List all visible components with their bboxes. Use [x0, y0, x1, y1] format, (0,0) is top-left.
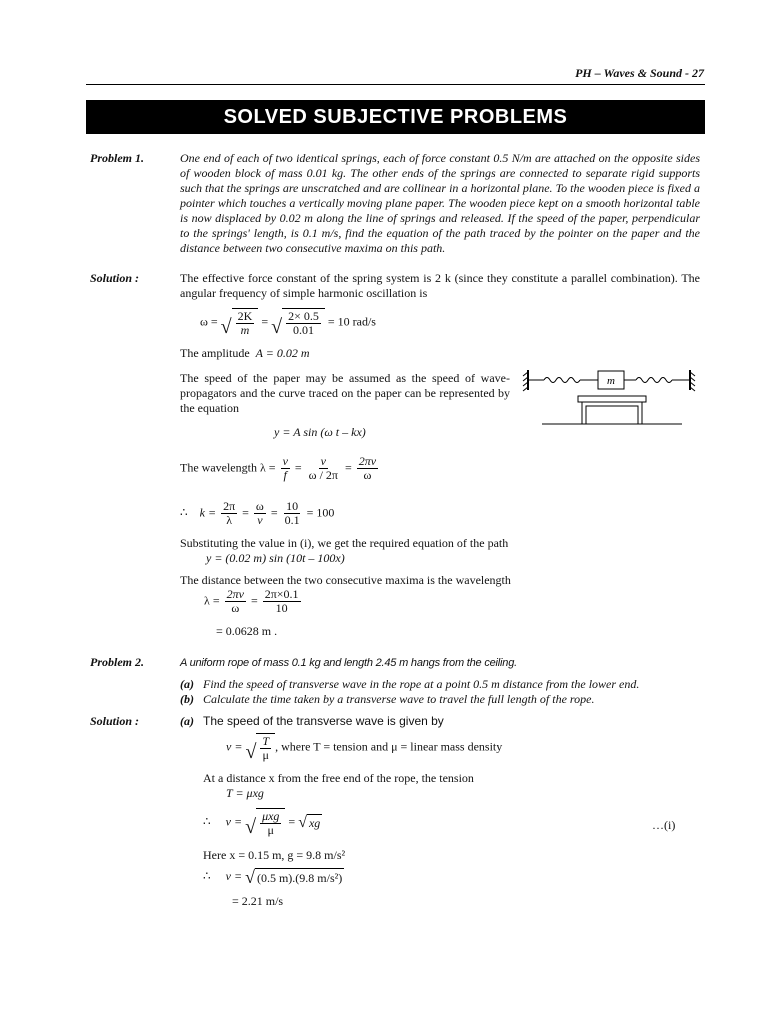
- v-result: = 2.21 m/s: [232, 894, 284, 908]
- problem-2-part-b-label: (b): [180, 692, 194, 706]
- distance-text: The distance between the two consecutive maxima is the wavelength: [180, 573, 511, 587]
- left-wall-icon: [523, 370, 528, 391]
- tension-text: At a distance x from the free end of the rope, the tension: [203, 771, 474, 785]
- substituting-text: Substituting the value in (i), we get the required equation of the path: [180, 536, 509, 550]
- table-icon: [542, 396, 682, 424]
- left-spring-icon: [544, 378, 580, 383]
- v-numeric-equation: ∴ v = √ (0.5 m).(9.8 m/s²): [203, 867, 343, 887]
- tension-equation: T = μxg: [226, 786, 264, 800]
- right-spring-icon: [636, 378, 672, 383]
- paper-speed-text: The speed of the paper may be assumed as the speed of wave-propagators and the curve traced on the paper can be represented by the equation: [180, 371, 510, 415]
- problem-2-part-b: Calculate the time taken by a transverse wave to travel the full length of the rope.: [203, 692, 595, 706]
- problem-2-part-a-label: (a): [180, 677, 194, 691]
- lambda-equation: λ = $\frac{2\pi v}{\omega}$ = $\frac{2\pi\times 0.1}{10}$: [204, 587, 299, 615]
- solution-2-part-a-label: (a): [180, 714, 194, 728]
- k-equation: ∴ k = $\frac{2\pi}{\lambda}$ = $\frac{\omega}{v}$ = $\frac{10}{0.1}$ = 100: [180, 499, 335, 527]
- wavelength-equation: The wavelength λ = $\frac{v}{f}$ = $\frac{v}{\omega / 2\pi}$ = $\frac{2\pi v}{\omega}$: [180, 454, 377, 482]
- v-equation: v = √ $\frac{T}{\mu}$ , where T = tension and μ = linear mass density: [226, 734, 503, 763]
- problem-1-text: One end of each of two identical springs, each of force constant 0.5 N/m are attached on the opposite sides of wooden block of mass 0.01 kg. The other ends of the springs are connected to separate rigid supports such that the springs are unscratched and are collinear in a horizontal plane. To the wooden piece is fixed a pointer which touches a vertically moving plane paper. The wooden piece kept on a smooth horizontal table is now displaced by 0.02 m along the line of springs and released. If the speed of the paper, perpendicular to the springs' length, is 0.1 m/s, find the equation of the path traced by the pointer on the paper and the distance between two consecutive maxima on this path.: [180, 151, 700, 255]
- wave-equation: y = A sin (ω t – kx): [274, 425, 366, 439]
- equation-number: …(i): [652, 818, 676, 832]
- right-wall-icon: [690, 370, 695, 391]
- problem-1-label: Problem 1.: [90, 151, 144, 165]
- v-derived-equation: ∴ v = √ $\frac{\text{μxg}}{\mu}$ = √ xg: [203, 809, 321, 838]
- section-title: SOLVED SUBJECTIVE PROBLEMS: [86, 100, 705, 134]
- solution-1-label: Solution :: [90, 271, 140, 285]
- spring-mass-figure: [520, 366, 700, 430]
- solution-2-label: Solution :: [90, 714, 140, 728]
- solution-2-part-a-text: The speed of the transverse wave is given by: [203, 714, 444, 728]
- running-header: PH – Waves & Sound - 27: [575, 66, 704, 80]
- solution-1-intro: The effective force constant of the spring system is 2 k (since they constitute a parallel combination). The angular frequency of simple harmonic oscillation is: [180, 271, 700, 300]
- given-values: Here x = 0.15 m, g = 9.8 m/s²: [203, 848, 346, 862]
- problem-2-part-a: Find the speed of transverse wave in the rope at a point 0.5 m distance from the lower end.: [203, 677, 640, 691]
- mass-label: m: [607, 375, 615, 387]
- amplitude-line: The amplitude A = 0.02 m: [180, 346, 310, 360]
- path-equation: y = (0.02 m) sin (10t – 100x): [206, 551, 345, 565]
- problem-2-label: Problem 2.: [90, 655, 144, 669]
- header-rule: [86, 84, 705, 85]
- problem-2-text: A uniform rope of mass 0.1 kg and length 2.45 m hangs from the ceiling.: [180, 657, 517, 669]
- lambda-result: = 0.0628 m .: [216, 624, 278, 638]
- omega-equation: ω = √ $\frac{2K}{m}$ = √ $\frac{2\times 0.5}{0.01}$ = 10 rad/s: [200, 309, 376, 338]
